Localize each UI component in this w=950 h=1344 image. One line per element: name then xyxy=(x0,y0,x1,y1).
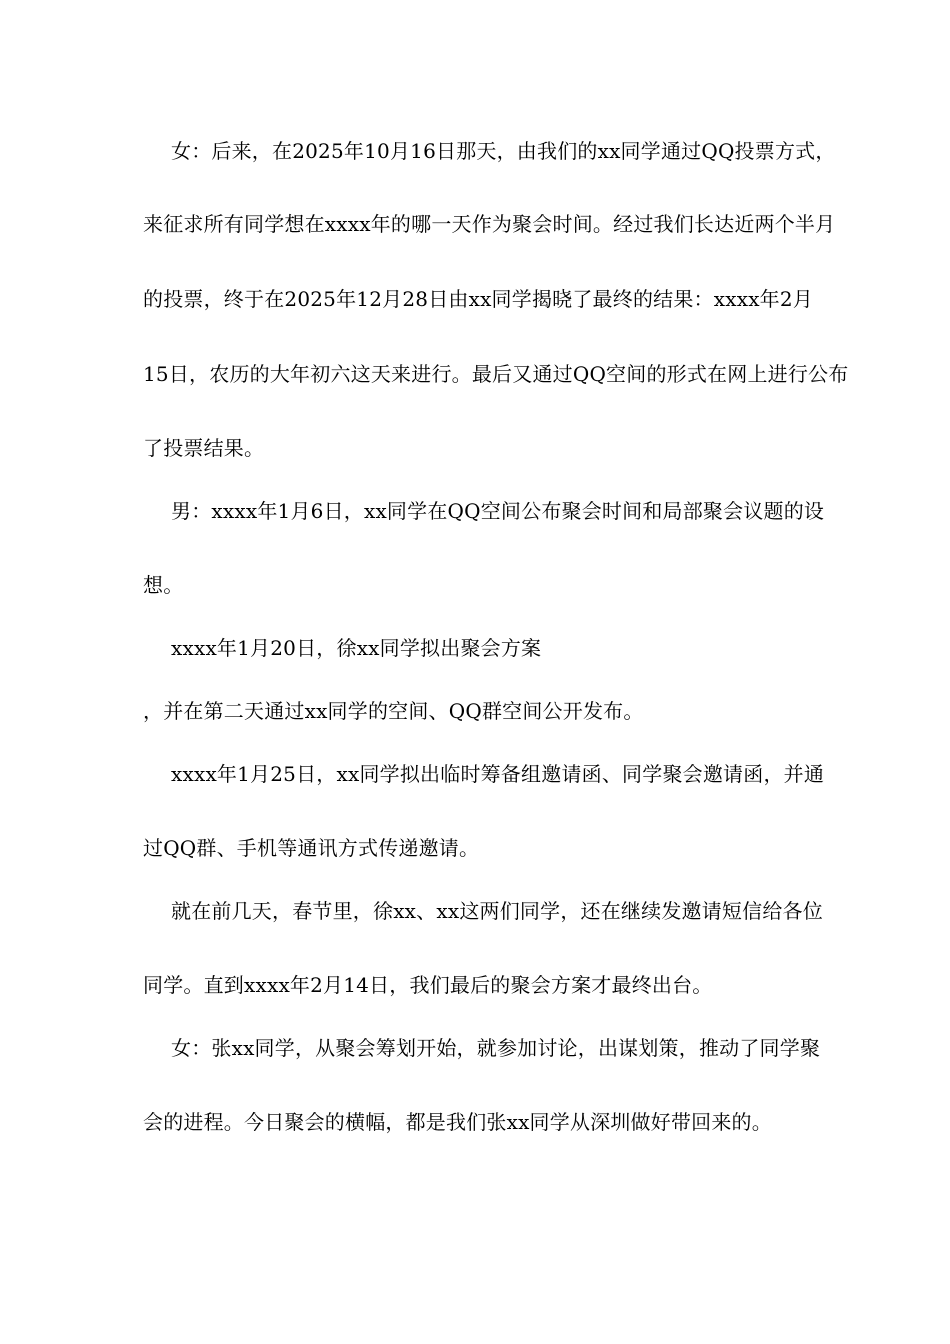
text-line: 了投票结果。 xyxy=(143,436,265,460)
text-line: xxxx年1月25日，xx同学拟出临时筹备组邀请函、同学聚会邀请函，并通 xyxy=(171,762,825,786)
text-line: 女：后来，在2025年10月16日那天，由我们的xx同学通过QQ投票方式， xyxy=(171,139,836,163)
text-line: 的投票，终于在2025年12月28日由xx同学揭晓了最终的结果：xxxx年2月 xyxy=(143,287,813,311)
text-line: 男：xxxx年1月6日，xx同学在QQ空间公布聚会时间和局部聚会议题的设 xyxy=(171,499,825,523)
text-line: ，并在第二天通过xx同学的空间、QQ群空间公开发布。 xyxy=(143,699,644,723)
text-line: xxxx年1月20日，徐xx同学拟出聚会方案 xyxy=(171,636,542,660)
text-line: 15日，农历的大年初六这天来进行。最后又通过QQ空间的形式在网上进行公布 xyxy=(143,362,849,386)
text-line: 来征求所有同学想在xxxx年的哪一天作为聚会时间。经过我们长达近两个半月 xyxy=(143,212,836,236)
text-line: 会的进程。今日聚会的横幅，都是我们张xx同学从深圳做好带回来的。 xyxy=(143,1110,772,1134)
text-line: 过QQ群、手机等通讯方式传递邀请。 xyxy=(143,836,480,860)
text-line: 同学。直到xxxx年2月14日，我们最后的聚会方案才最终出台。 xyxy=(143,973,713,997)
text-line: 女：张xx同学，从聚会筹划开始，就参加讨论，出谋划策，推动了同学聚 xyxy=(171,1036,821,1060)
text-line: 就在前几天，春节里，徐xx、xx这两们同学，还在继续发邀请短信给各位 xyxy=(171,899,823,923)
text-line: 想。 xyxy=(143,573,184,597)
